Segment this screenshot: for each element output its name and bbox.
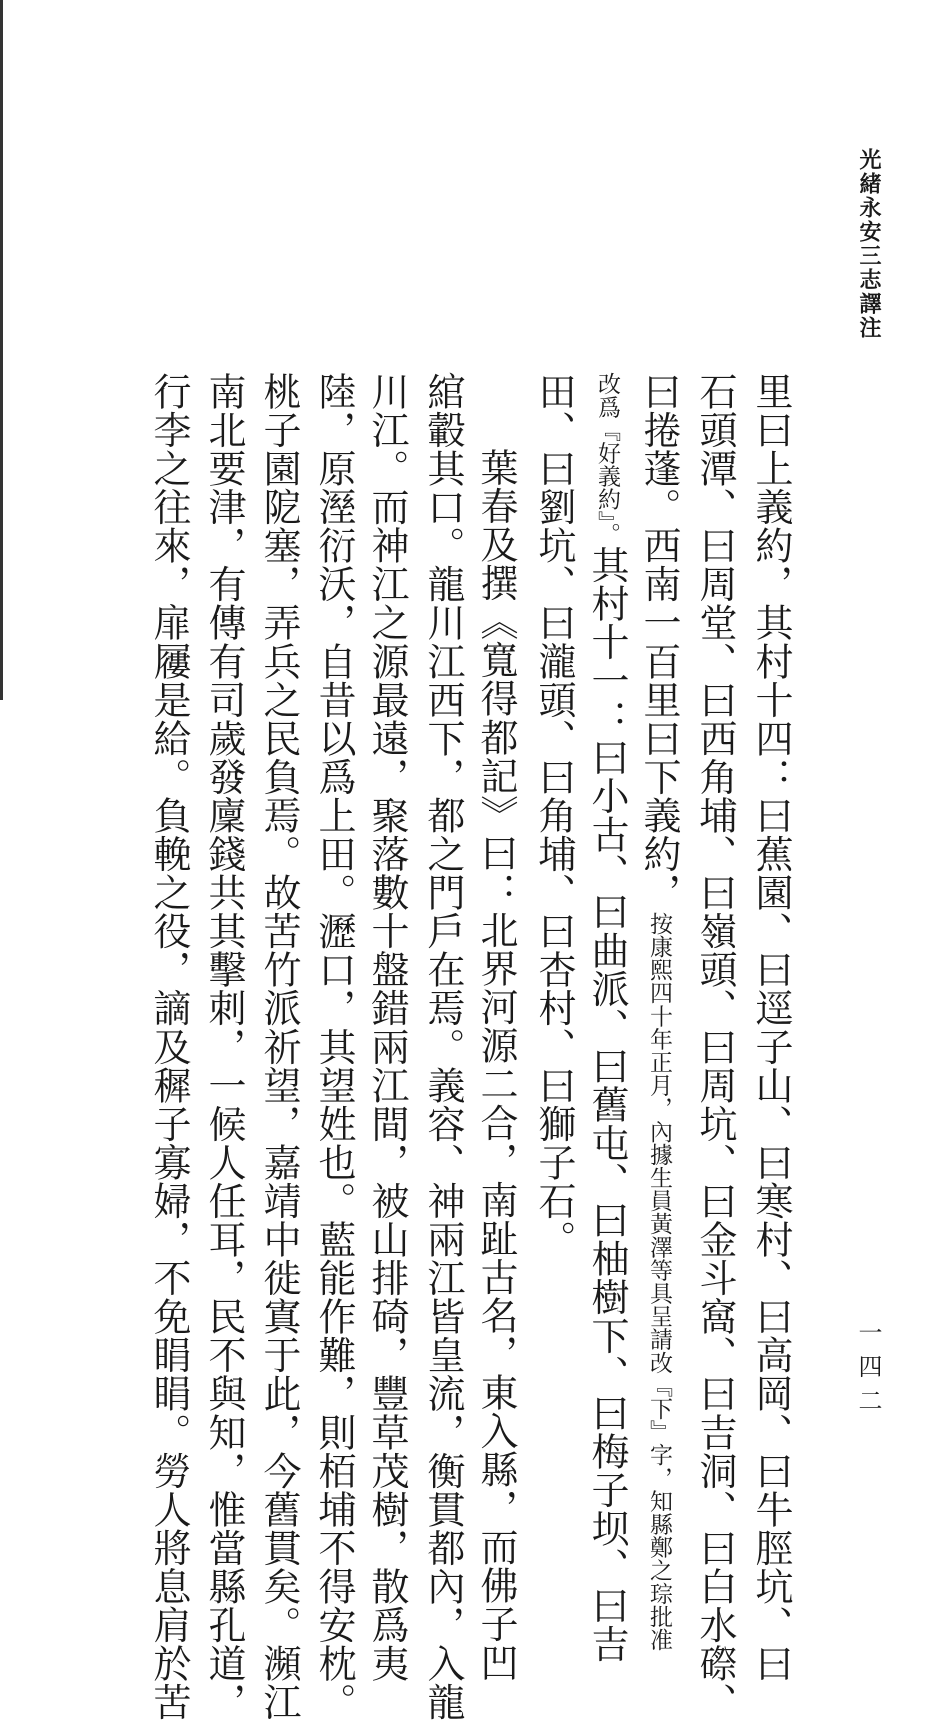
- main-text: 陸，原溼衍沃，自昔以爲上田。瀝口，其望姓也。藍能作難，則栢埔不得安枕。: [312, 372, 356, 1721]
- page-number: 一四二: [854, 1320, 882, 1422]
- main-text: 曰捲蓬。西南一百里曰下義約，: [637, 372, 681, 912]
- text-column: [749, 372, 793, 1683]
- main-text: 石頭潭、曰周堂、曰西角埔、曰嶺頭、曰周坑、曰金斗窩、曰吉洞、曰白水磜、: [693, 372, 737, 1721]
- annotation-note: 改爲『好義約』。: [594, 372, 620, 546]
- main-text: 南北要津，有傳有司歲發廩錢共其擊刺，一候人任耳，民不與知，惟當縣孔道，: [202, 372, 246, 1721]
- text-column: [257, 372, 301, 1721]
- text-column: [693, 372, 737, 1721]
- text-column: [585, 372, 629, 1664]
- main-text: 行李之往來，扉屨是給。負輓之役，謫及穉子寡婦，不免睊睊。勞人將息肩於苦: [147, 372, 191, 1721]
- main-text: 里曰上義約，其村十四：曰蕉園、曰逕子山、曰寒村、曰高岡、曰牛脛坑、曰: [749, 372, 793, 1683]
- text-column: [637, 372, 681, 1651]
- text-column: [532, 372, 576, 1259]
- annotation-note: 按康熙四十年正月，內據生員黃澤等具呈請改『下』字，知縣鄭之琮批准: [646, 911, 672, 1651]
- main-text: 綰轂其口。龍川江西下，都之門戶在焉。義容、神兩江皆皇流，衡貫都內，入龍: [421, 372, 465, 1721]
- text-column: [421, 372, 465, 1721]
- text-column: [365, 372, 409, 1683]
- text-column: [202, 372, 246, 1721]
- text-column: [147, 372, 191, 1721]
- main-text: 川江。而神江之源最遠，聚落數十盤錯兩江間，被山排碕，豐草茂樹，散爲夷: [365, 372, 409, 1683]
- main-text: 桃子園阸塞，弄兵之民負焉。故苦竹派祈望，嘉靖中徙寘于此，今舊貫矣。瀕江: [257, 372, 301, 1721]
- text-column: [474, 372, 518, 1682]
- main-text: 其村十一：曰小古、曰曲派、曰舊屯、曰柚樹下、曰梅子坝、曰吉: [585, 545, 629, 1664]
- running-head: 光緒永安三志譯注: [856, 148, 882, 340]
- main-text: 田、曰劉坑、曰瀧頭、曰角埔、曰杏村、曰獅子石。: [532, 372, 576, 1259]
- text-column: [312, 372, 356, 1721]
- main-text: 葉春及撰《寬得都記》曰：北界河源二合，南趾古名，東入縣，而佛子凹: [474, 448, 518, 1682]
- scan-edge-mark: [0, 0, 3, 700]
